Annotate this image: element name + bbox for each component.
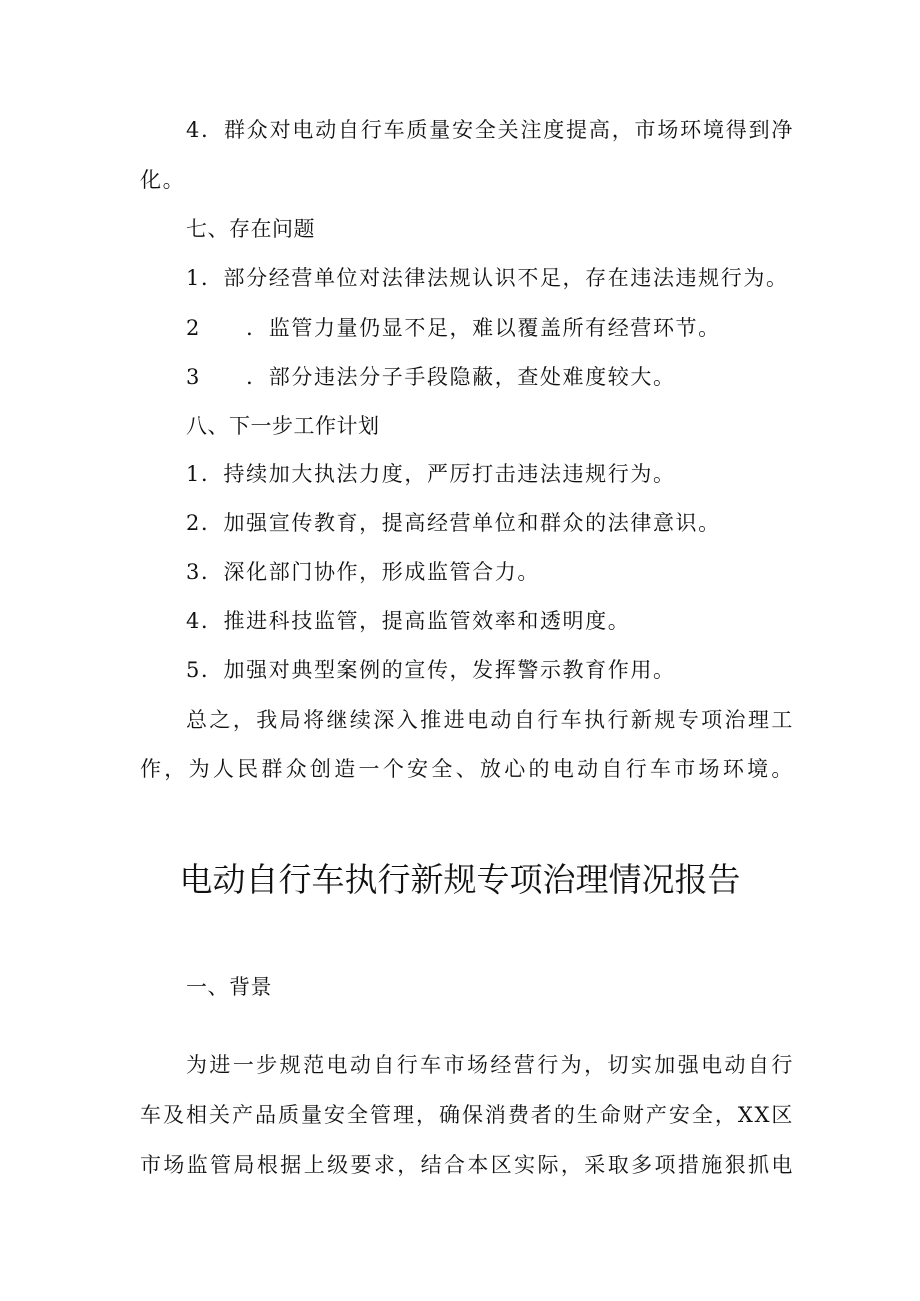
paragraph-summary-line2: 作，为人民群众创造一个安全、放心的电动自行车市场环境。 [140,757,794,781]
section-heading-plan: 八、下一步工作计划 [186,414,380,438]
paragraph-background-line1: 为进一步规范电动自行车市场经营行为，切实加强电动自行 [186,1053,794,1077]
report-title: 电动自行车执行新规专项治理情况报告 [179,860,741,899]
list-item-plan-5: 5．加强对典型案例的宣传，发挥警示教育作用。 [186,658,676,682]
list-item-problem-2: 2 ．监管力量仍显不足，难以覆盖所有经营环节。 [186,316,721,340]
list-item-problem-1: 1．部分经营单位对法律法规认识不足，存在违法违规行为。 [186,266,789,290]
list-item-plan-3: 3．深化部门协作，形成监管合力。 [186,560,540,584]
list-item-plan-4: 4．推进科技监管，提高监管效率和透明度。 [186,609,631,633]
section-heading-background: 一、背景 [186,975,272,999]
paragraph-item4-line2: 化。 [140,168,186,192]
paragraph-item4-line1: 4．群众对电动自行车质量安全关注度提高，市场环境得到净 [186,118,794,142]
list-item-plan-2: 2．加强宣传教育，提高经营单位和群众的法律意识。 [186,511,721,535]
paragraph-background-line2: 车及相关产品质量安全管理，确保消费者的生命财产安全，XX区 [140,1103,794,1127]
paragraph-background-line3: 市场监管局根据上级要求，结合本区实际，采取多项措施狠抓电 [140,1153,794,1177]
list-item-plan-1: 1．持续加大执法力度，严厉打击违法违规行为。 [186,462,676,486]
section-heading-problems: 七、存在问题 [186,217,315,241]
list-item-problem-3: 3 ．部分违法分子手段隐蔽，查处难度较大。 [186,365,676,389]
paragraph-summary-line1: 总之，我局将继续深入推进电动自行车执行新规专项治理工 [186,708,794,732]
